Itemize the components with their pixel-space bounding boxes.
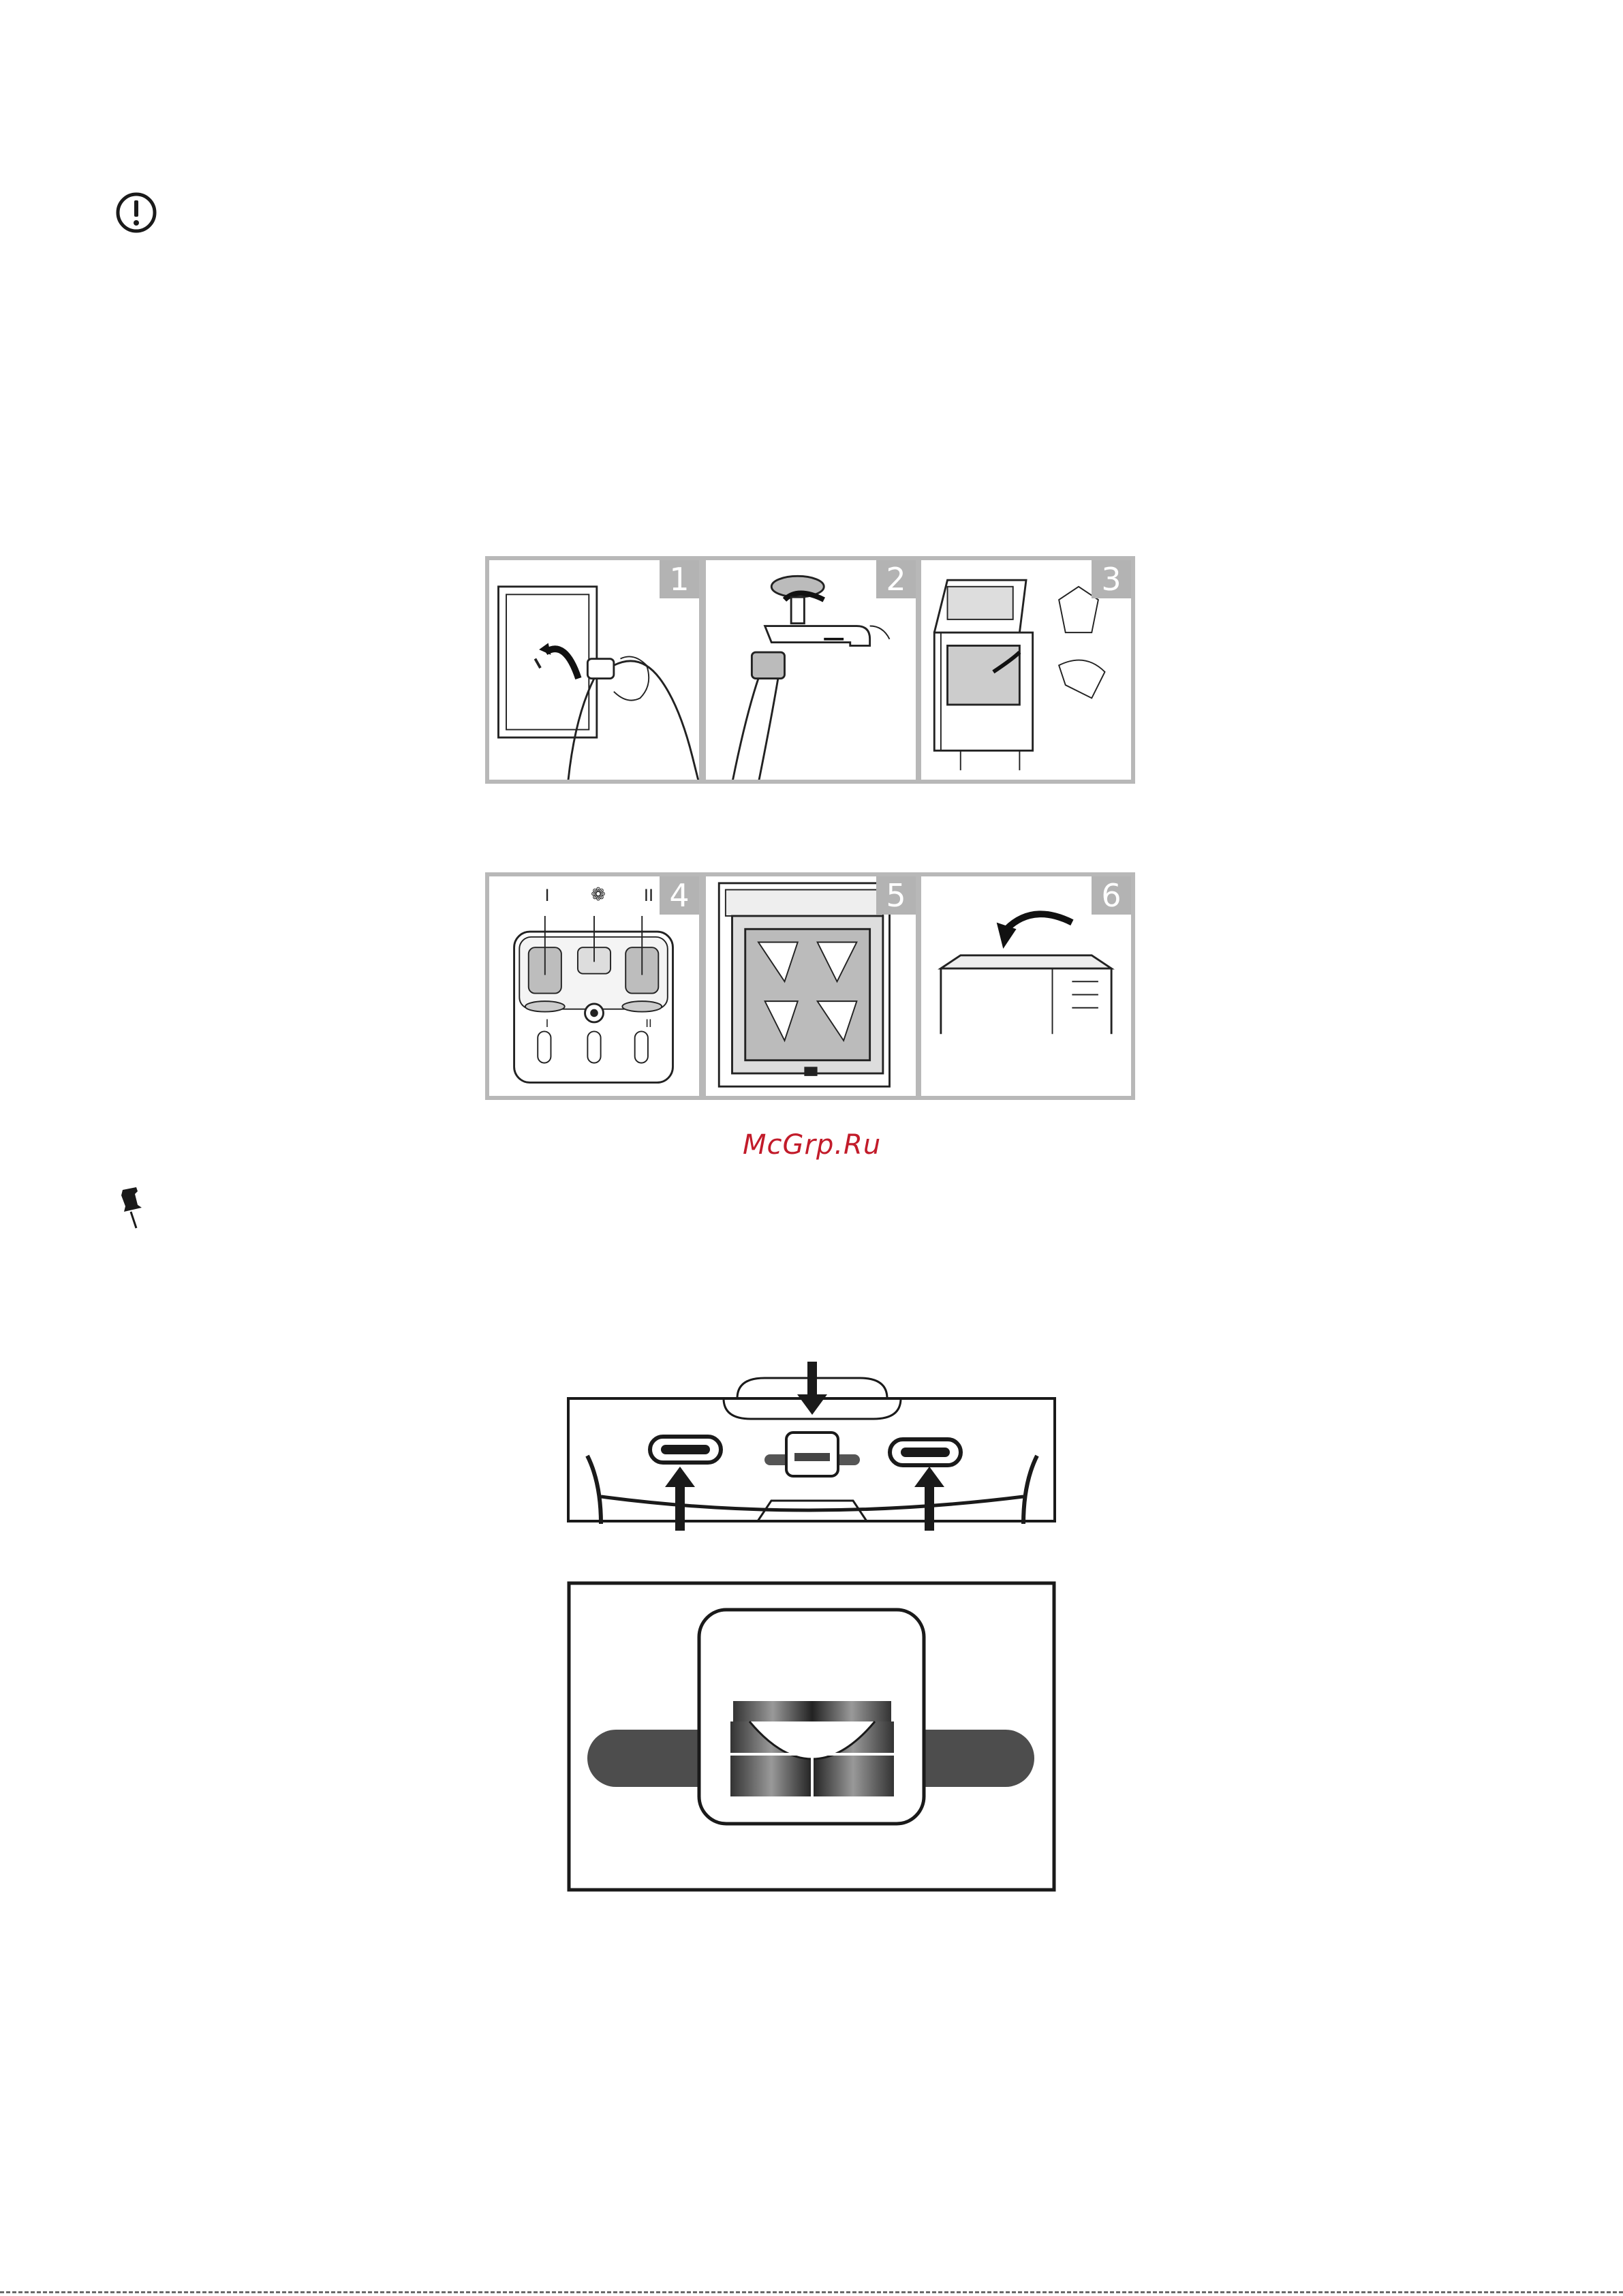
step-number: 5 <box>876 876 916 915</box>
step-panel-2 <box>702 556 920 784</box>
page-bottom-rule <box>0 2291 1623 2293</box>
step-panel-4 <box>485 872 703 1100</box>
step-number: 2 <box>876 560 916 598</box>
step-number: 1 <box>660 560 699 598</box>
step-number: 6 <box>1092 876 1131 915</box>
lid-hinge-detail-illustration <box>567 1581 1056 1892</box>
compartment-label-prewash: I <box>544 886 550 905</box>
step-panel-3 <box>917 556 1135 784</box>
step-number: 4 <box>660 876 699 915</box>
compartment-label-softener: ❁ <box>591 885 606 905</box>
step-number: 3 <box>1092 560 1131 598</box>
step-panel-6 <box>917 872 1135 1100</box>
pushpin-icon <box>113 1186 147 1229</box>
lower-label-main: II <box>645 1017 652 1030</box>
step-panel-5 <box>702 872 920 1100</box>
lower-label-prewash: I <box>545 1017 549 1030</box>
compartment-label-main: II <box>643 886 654 905</box>
step-panel-1 <box>485 556 703 784</box>
watermark-text: McGrp.Ru <box>743 1129 882 1161</box>
exclamation-circle-icon <box>114 191 158 234</box>
lid-hinge-overview-illustration <box>567 1360 1056 1531</box>
